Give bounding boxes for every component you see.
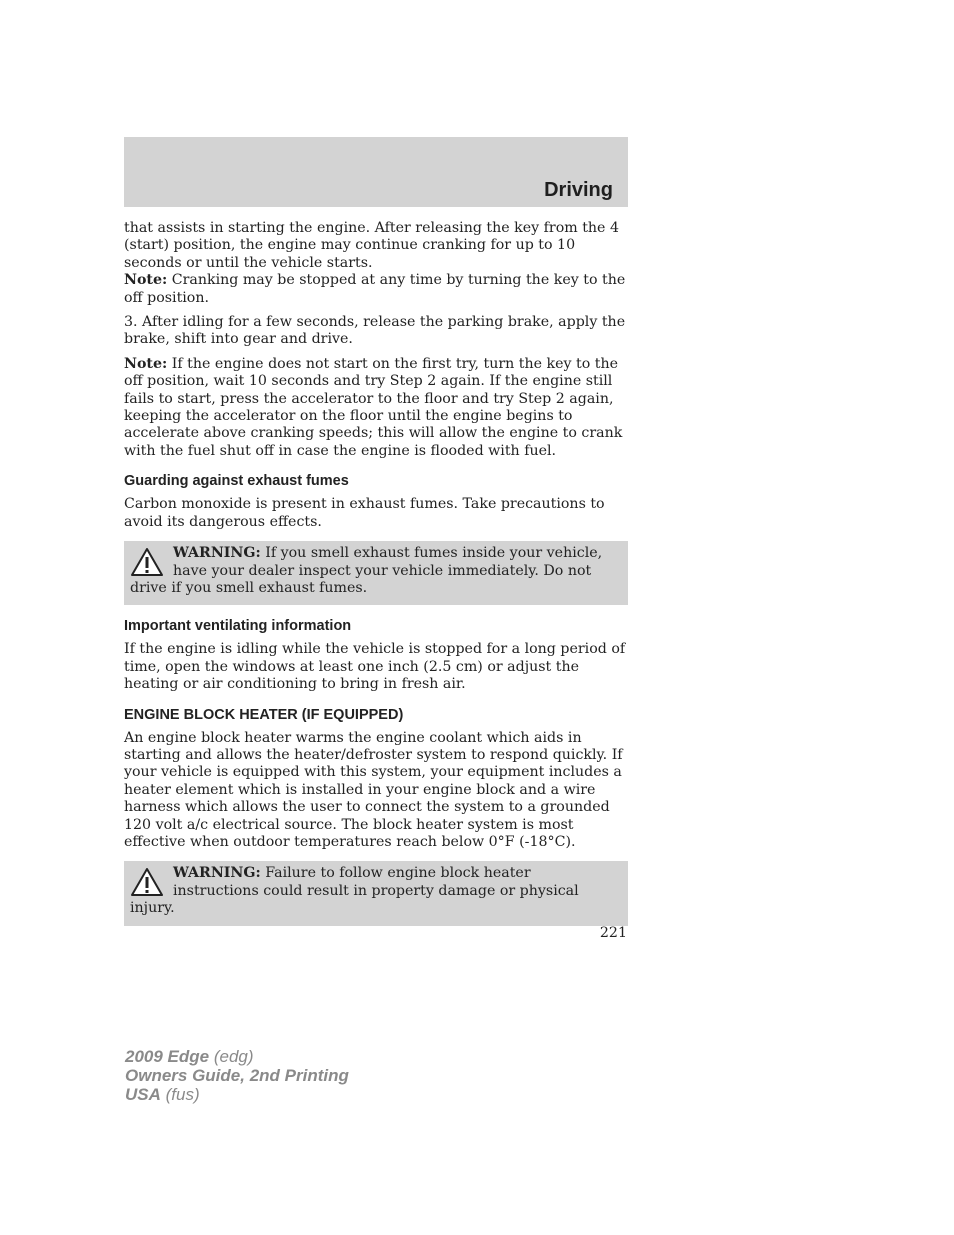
note-not-start: [124, 356, 628, 460]
note-label: Note:: [124, 355, 168, 372]
warning-text: Failure to follow engine block heater instructions could result in property damage or physical injury.: [130, 865, 579, 917]
warning-triangle-icon: [130, 547, 164, 577]
footer-model-code: (edg): [209, 1047, 254, 1066]
warning-box-exhaust: [124, 541, 628, 605]
warning-label: WARNING:: [173, 545, 261, 562]
paragraph-exhaust: Carbon monoxide is present in exhaust fumes. Take precautions to avoid its dangerous effects.: [124, 496, 605, 530]
footer-imprint: [125, 1047, 349, 1104]
heading-ventilating: Important ventilating information: [124, 618, 352, 635]
warning-label: WARNING:: [173, 865, 261, 882]
footer-market: USA: [125, 1085, 161, 1104]
heading-exhaust: Guarding against exhaust fumes: [124, 473, 349, 490]
paragraph-block-heater: An engine block heater warms the engine coolant which aids in starting and allows the heater/defroster system to respond quickly. If your vehicle is equipped with this system, your equipment includes a heater element which is installed in your engine block and a wire harness which allows the user to connect the system to a grounded 120 volt a/c electrical source. The block heater system is most effective when outdoor temperatures reach below 0°F (-18°C).: [124, 729, 623, 850]
page-number: 221: [599, 925, 627, 941]
warning-text: If you smell exhaust fumes inside your vehicle, have your dealer inspect your vehicle immediately. Do not drive if you smell exhaust fumes.: [130, 545, 603, 596]
page-content: [124, 220, 628, 938]
note-cranking: [124, 272, 628, 307]
step-3: 3. After idling for a few seconds, release the parking brake, apply the brake, shift into gear and drive.: [124, 314, 626, 348]
paragraph-start: that assists in starting the engine. After releasing the key from the 4 (start) position, the engine may continue cranking for up to 10 seconds or until the vehicle starts.: [124, 220, 619, 271]
note-label: Note:: [124, 272, 168, 289]
footer-line-3: [125, 1085, 349, 1104]
warning-box-heater: [124, 861, 628, 925]
note-text: If the engine does not start on the first try, turn the key to the off position, wait 10 seconds and try Step 2 again. If the engine still fails to start, press the accelerator to the floor and try Step 2 again, keeping the accelerator on the floor until the engine begins to accelerate above cranking speeds; this will allow the engine to crank with the fuel shut off in case the engine is flooded with fuel.: [124, 355, 623, 459]
footer-line-1: [125, 1047, 349, 1066]
heading-block-heater: ENGINE BLOCK HEATER (IF EQUIPPED): [124, 706, 404, 723]
footer-line-2: [125, 1066, 349, 1085]
section-header-band: [124, 137, 628, 207]
footer-edition: Owners Guide, 2nd Printing: [125, 1066, 349, 1085]
note-text: Cranking may be stopped at any time by turning the key to the off position.: [124, 272, 626, 306]
paragraph-ventilating: If the engine is idling while the vehicle is stopped for a long period of time, open the windows at least one inch (2.5 cm) or adjust the heating or air conditioning to bring in fresh air.: [124, 641, 626, 693]
section-title: Driving: [544, 179, 613, 201]
footer-market-code: (fus): [160, 1085, 200, 1104]
footer-model: 2009 Edge: [125, 1047, 210, 1066]
warning-triangle-icon: [130, 867, 164, 897]
